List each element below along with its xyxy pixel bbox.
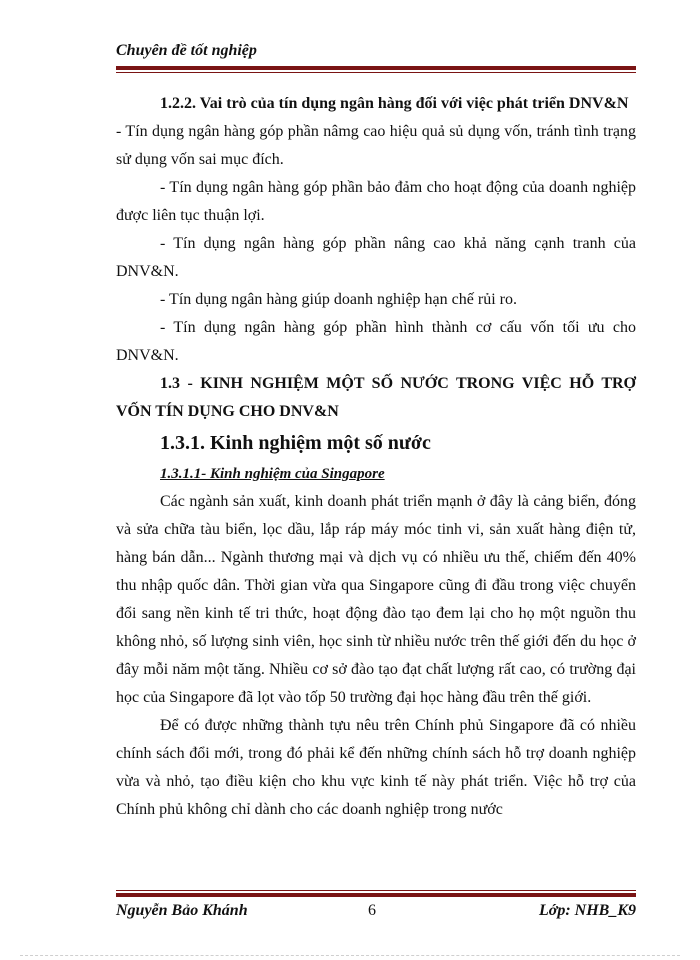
section-heading-1-2-2: 1.2.2. Vai trò của tín dụng ngân hàng đối với việc phát triển DNV&N xyxy=(160,95,629,112)
footer-class-label: Lớp: NHB_K9 xyxy=(538,902,636,919)
header-rule-thin xyxy=(116,72,636,73)
body-paragraph: Để có được những thành tựu nêu trên Chính phủ Singapore đã có nhiều chính sách đổi mới, trong đó phải kể đến những chính sách hỗ trợ doanh nghiệp vừa và nhỏ, tạo điều kiện cho khu vực kinh tế này phát triển. Việc hỗ trợ của Chính phủ không chỉ dành cho các doanh nghiệp trong nước xyxy=(116,717,636,818)
bullet-item: - Tín dụng ngân hàng góp phần nâng cao khả năng cạnh tranh của DNV&N. xyxy=(116,235,636,280)
bullet-item: - Tín dụng ngân hàng giúp doanh nghiệp hạn chế rủi ro. xyxy=(160,291,517,308)
page-edge-divider xyxy=(20,955,680,956)
body-paragraph: Các ngành sản xuất, kinh doanh phát triển mạnh ở đây là cảng biển, đóng và sửa chữa tàu biển, lọc dầu, lắp ráp máy móc tinh vi, sản xuất hàng điện tử, hàng bán dẫn... Ngành thương mại và dịch vụ có nhiều ưu thế, chiếm đến 40% thu nhập quốc dân. Thời gian vừa qua Singapore cũng đi đầu trong việc chuyển đổi sang nền kinh tế tri thức, hoạt động đào tạo đem lại cho họ một nguồn thu không nhỏ, số lượng sinh viên, học sinh từ nhiều nước trên thế giới đến du học ở đây mỗi năm một tăng. Nhiều cơ sở đào tạo đạt chất lượng rất cao, có trường đại học của Singapore đã lọt vào tốp 50 trường đại học hàng đầu trên thế giới. xyxy=(116,493,636,706)
section-heading-1-3: 1.3 - KINH NGHIỆM MỘT SỐ NƯỚC TRONG VIỆC HỖ TRỢ VỐN TÍN DỤNG CHO DNV&N xyxy=(116,375,636,420)
bullet-item: - Tín dụng ngân hàng góp phần nâmg cao hiệu quả sủ dụng vốn, tránh tình trạng sử dụng vốn sai mục đích. xyxy=(116,123,636,168)
page-number: 6 xyxy=(368,902,376,919)
section-heading-1-3-1: 1.3.1. Kinh nghiệm một số nước xyxy=(160,432,431,454)
footer-rule-thin xyxy=(116,890,636,891)
document-body xyxy=(116,90,636,824)
footer-rule-thick xyxy=(116,893,636,897)
page-footer xyxy=(116,902,636,926)
header-title: Chuyên đề tốt nghiệp xyxy=(116,42,257,59)
footer-author: Nguyễn Bảo Khánh xyxy=(116,902,248,919)
section-heading-1-3-1-1: 1.3.1.1- Kinh nghiệm của Singapore xyxy=(160,466,385,482)
bullet-item: - Tín dụng ngân hàng góp phần hình thành cơ cấu vốn tối ưu cho DNV&N. xyxy=(116,319,636,364)
header-rule-thick xyxy=(116,66,636,70)
bullet-item: - Tín dụng ngân hàng góp phần bảo đảm cho hoạt động của doanh nghiệp được liên tục thuận lợi. xyxy=(116,179,636,224)
